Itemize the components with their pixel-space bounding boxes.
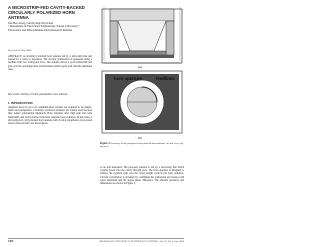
abstract: ABSTRACT: A circularly polarized horn antenna fed by a microstrip line and backed by a cavity is presented. The circular polarization is generated using a feedline with two orthogonal slots. The antenna shows a good bandwidth and gain over the operating band, and measured results agree well with the simulated ones. (8, 55, 92, 71)
label-b: (b) (138, 136, 142, 140)
affiliations: ¹ Department of Electronics Engineering, Yonsei University; ² Electronics and Telecommunications Research Institute (8, 24, 80, 32)
authors: Jun-Hee Jeong,¹ and Kyung-Won Park² (8, 21, 54, 25)
figure-caption (100, 142, 184, 148)
journal-info: MICROWAVE AND OPTICAL TECHNOLOGY LETTERS / Vol. 50, No. 6, June 2008 (99, 240, 184, 243)
side-view (102, 7, 182, 63)
figure-1 (100, 5, 184, 141)
intro-text: Antennas used in low-cost communication systems are required to be simple, small and inexpensive. Circularly polarized antennas are widely used because they reduce polarization mismatch. Horn antennas offer high gain and wide bandwidth, and cavity-backed structures suppress back radiation. In this letter, a microstrip-fed cavity-backed horn antenna with circular polarization is proposed and its characteristics are investigated. (8, 106, 92, 126)
column-2-text: is cut and measured. The proposed antenna is fed by a microstrip line which couples power into the cavity through slots. The horn aperture is designed to achieve the required gain, and the cavity height controls the back radiation. Circular polarization is obtained by combining the orthogonal slot modes with equal amplitude and 90 degree phase difference. The antenna geometry and dimensions are shown in Figure 1. (100, 166, 184, 186)
section-heading: 1. INTRODUCTION (8, 101, 33, 105)
received-date: Received 31 May 2008 (8, 49, 32, 52)
label-feedlines: feedlines (156, 76, 175, 81)
label-horn-aperture: horn aperture (114, 76, 142, 81)
author-block (8, 22, 92, 32)
page-number: 1454 (8, 240, 14, 243)
caption-text: Geometry of the proposed cavity-backed horn antenna. (a) side view; (b) top view (100, 142, 184, 148)
page-footer (8, 238, 184, 243)
label-a: (a) (138, 65, 142, 69)
keywords: Key words: antenna; circular polarization; horn antenna (8, 93, 68, 96)
caption-label: Figure 1 (100, 142, 110, 145)
paper-title: A MICROSTRIP-FED CAVITY-BACKED CIRCULARLY POLARIZED HORN ANTENNA (8, 5, 85, 20)
figure-1-graphic (100, 5, 184, 141)
